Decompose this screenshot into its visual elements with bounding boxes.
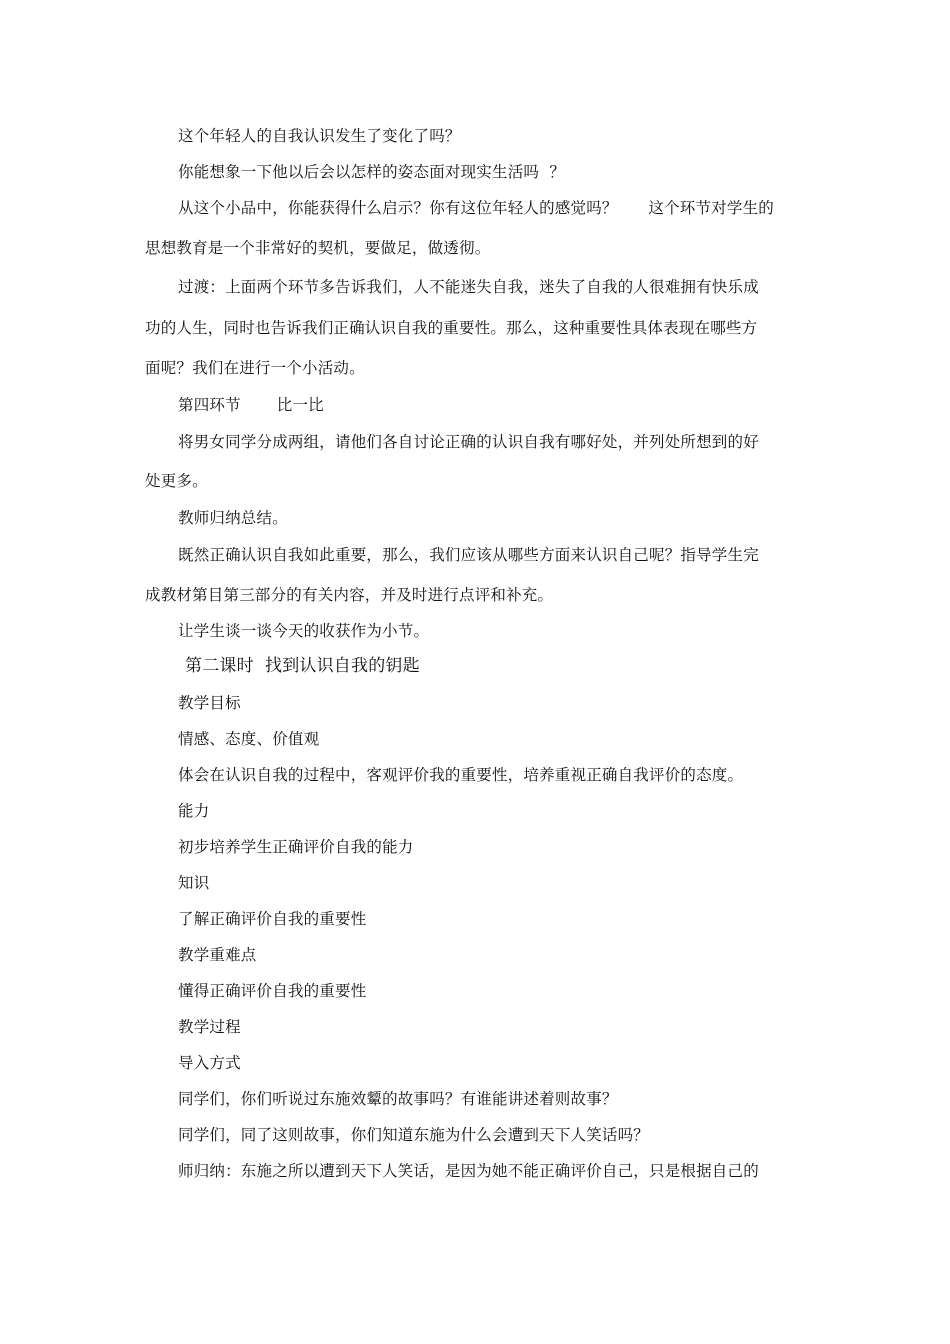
paragraph-line: 将男女同学分成两组，请他们各自讨论正确的认识自我有哪好处，并列处所想到的好 (178, 433, 759, 451)
paragraph-line: 了解正确评价自我的重要性 (178, 910, 367, 928)
paragraph-line: 同学们，同了这则故事，你们知道东施为什么会遭到天下人笑话吗？ (178, 1126, 650, 1144)
paragraph-line: 从这个小品中，你能获得什么启示？你有这位年轻人的感觉吗？ 这个环节对学生的 (178, 199, 774, 217)
subheading: 导入方式 (178, 1054, 241, 1072)
paragraph-line: 功的人生，同时也告诉我们正确认识自我的重要性。那么，这种重要性具体表现在哪些方 (145, 319, 758, 337)
subheading: 能力 (178, 802, 210, 820)
paragraph-line: 初步培养学生正确评价自我的能力 (178, 838, 414, 856)
paragraph-line: 让学生谈一谈今天的收获作为小节。 (178, 622, 430, 640)
subheading: 知识 (178, 874, 210, 892)
paragraph-line: 思想教育是一个非常好的契机，要做足，做透彻。 (145, 239, 491, 257)
paragraph-line: 既然正确认识自我如此重要，那么，我们应该从哪些方面来认识自己呢？指导学生完 (178, 546, 759, 564)
paragraph-line: 师归纳：东施之所以遭到天下人笑话，是因为她不能正确评价自己，只是根据自己的 (178, 1162, 759, 1180)
subheading: 教学过程 (178, 1018, 241, 1036)
paragraph-line: 面呢？我们在进行一个小活动。 (145, 359, 365, 377)
lesson-heading: 第二课时 找到认识自我的钥匙 (185, 656, 420, 676)
paragraph-line: 教师归纳总结。 (178, 509, 288, 527)
paragraph-line: 处更多。 (145, 472, 208, 490)
paragraph-line: 你能想象一下他以后会以怎样的姿态面对现实生活吗 ？ (178, 163, 566, 181)
paragraph-line: 同学们，你们听说过东施效颦的故事吗？有谁能讲述着则故事？ (178, 1090, 618, 1108)
subheading: 教学目标 (178, 694, 241, 712)
subheading: 情感、态度、价值观 (178, 730, 320, 748)
paragraph-line: 懂得正确评价自我的重要性 (178, 982, 367, 1000)
paragraph-line: 这个年轻人的自我认识发生了变化了吗？ (178, 127, 461, 145)
paragraph-line: 成教材第目第三部分的有关内容，并及时进行点评和补充。 (145, 586, 554, 604)
section-label: 第四环节 比一比 (178, 396, 324, 414)
paragraph-line: 体会在认识自我的过程中，客观评价我的重要性，培养重视正确自我评价的态度。 (178, 766, 744, 784)
paragraph-line: 过渡：上面两个环节多告诉我们，人不能迷失自我，迷失了自我的人很难拥有快乐成 (178, 278, 759, 296)
subheading: 教学重难点 (178, 946, 257, 964)
